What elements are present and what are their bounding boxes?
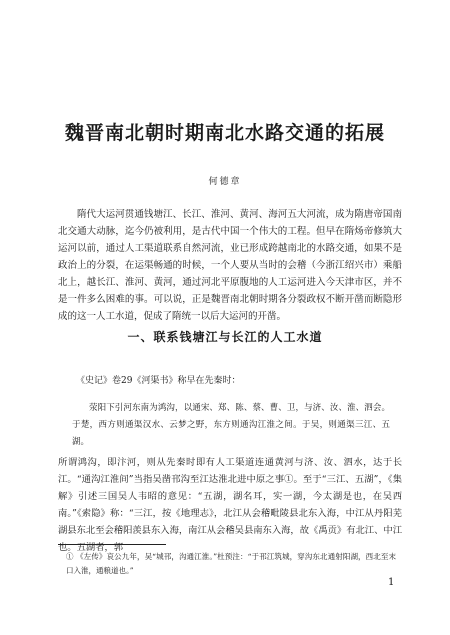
- section-heading: 一、联系钱塘江与长江的人工水道: [127, 330, 323, 344]
- footnote-divider: [58, 544, 166, 545]
- article-title: 魏晋南北朝时期南北水路交通的拓展: [64, 122, 385, 144]
- page-number: 1: [388, 577, 395, 588]
- body-paragraph: 所谓鸿沟，即汴河，则从先秦时即有人工渠道连通黄河与济、汝、泗水，达于长江。“通沟江淮间”当指吴凿邗沟至江达淮北进中原之事①。至于“三江、五湖”，《集解》引述三国吴人韦昭的意见：“五湖，湖名耳，实一湖，今太湖是也，在吴西南。”《索隐》称：“三江，按《地理志》，北江从会稽毗陵县北东入海，中江从丹阳芜湖县东北至会稽阳羡县东入海，南江从会稽吴县南东入海，故《禹贡》有北江、中江也。五湖者，郭: [58, 457, 402, 553]
- block-quote: 荥阳下引河东南为鸿沟，以通宋、郑、陈、蔡、曹、卫，与济、汝、淮、泗会。于楚，西方则通渠汉水、云梦之野，东方则通沟江淮之间。于吴，则通渠三江、五湖。: [72, 403, 390, 447]
- footnote: ① 《左传》哀公九年，吴“城邗，沟通江淮。”杜预注：“于邗江筑城，穿沟东北通射阳湖，西北至末口入淮，通粮道也。”: [66, 552, 396, 575]
- intro-paragraph: 隋代大运河贯通钱塘江、长江、淮河、黄河、海河五大河流，成为隋唐帝国南北交通大动脉，迄今仍被利用，是古代中国一个伟大的工程。但早在隋炀帝修筑大运河以前，通过人工渠道联系自然河流，业已形成跨越南北的水路交通，如果不是政治上的分裂，在运渠畅通的时候，一个人要从当时的会稽（今浙江绍兴市）乘船北上，越长江、淮河、黄河，通过河北平原腹地的人工运河进入今天津市区，并不是一件多么困难的事。可以说，正是魏晋南北朝时期各分裂政权不断开凿而断隐形成的这一人工水道，促成了隋统一以后大运河的开凿。: [58, 209, 402, 322]
- section-lead-paragraph: 《史记》卷29《河渠书》称早在先秦时：: [76, 376, 241, 386]
- author-name: 何德章: [208, 177, 242, 187]
